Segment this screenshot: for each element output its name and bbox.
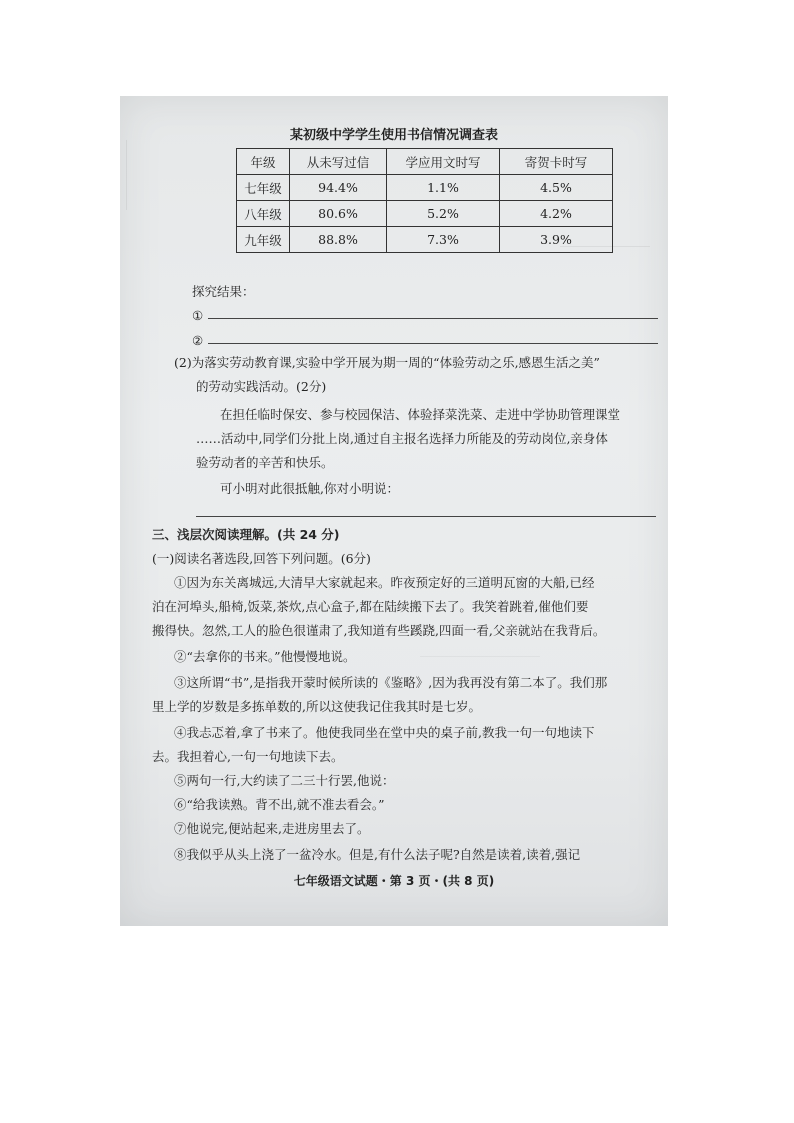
material-line-1: 在担任临时保安、参与校园保洁、体验择菜洗菜、走进中学协助管理课堂: [220, 407, 621, 422]
table-cell: 九年级: [237, 227, 290, 253]
question-2-line-2: 的劳动实践活动。(2分): [196, 379, 327, 394]
table-cell: 七年级: [237, 175, 290, 201]
passage-para-4-line-2: 去。我担着心,一句一句地读下去。: [152, 749, 344, 764]
table-cell: 4.2%: [500, 201, 613, 227]
results-label: 探究结果：: [192, 284, 255, 299]
header-cell: 寄贺卡时写: [500, 149, 613, 175]
result-answer-line-1[interactable]: [208, 318, 658, 319]
header-cell: 从未写过信: [290, 149, 387, 175]
question-2-prompt: 可小明对此很抵触,你对小明说：: [220, 481, 399, 496]
bleed-through-mark: [126, 140, 157, 210]
material-line-3: 验劳动者的辛苦和快乐。: [196, 455, 334, 470]
table-cell: 3.9%: [500, 227, 613, 253]
passage-para-3-line-2: 里上学的岁数是多拣单数的,所以这使我记住我其时是七岁。: [152, 699, 481, 714]
bleed-through-mark: [420, 656, 540, 658]
passage-para-7: ⑦他说完,便站起来,走进房里去了。: [174, 821, 370, 836]
table-cell: 5.2%: [387, 201, 500, 227]
passage-para-6: ⑥“给我读熟。背不出,就不准去看会。”: [174, 797, 385, 812]
survey-table: [236, 148, 613, 253]
table-cell: 80.6%: [290, 201, 387, 227]
table-cell: 94.4%: [290, 175, 387, 201]
table-row: [237, 227, 613, 253]
page-footer: 七年级语文试题・第 3 页・(共 8 页): [293, 874, 495, 888]
table-title: 某初级中学学生使用书信情况调查表: [289, 128, 498, 143]
table-cell: 4.5%: [500, 175, 613, 201]
passage-para-4-line-1: ④我忐忑着,拿了书来了。他使我同坐在堂中央的桌子前,教我一句一句地读下: [174, 725, 595, 740]
table-cell: 7.3%: [387, 227, 500, 253]
passage-para-8: ⑧我似乎从头上浇了一盆冷水。但是,有什么法子呢?自然是读着,读着,强记: [174, 847, 581, 862]
table-row: [237, 201, 613, 227]
header-cell: 年级: [237, 149, 290, 175]
passage-para-2: ②“去拿你的书来。”他慢慢地说。: [174, 649, 356, 664]
question-2-line-1: (2)为落实劳动教育课,实验中学开展为期一周的“体验劳动之乐,感恩生活之美”: [174, 355, 600, 370]
table-cell: 1.1%: [387, 175, 500, 201]
result-item-2-marker: ②: [192, 333, 204, 348]
result-item-1-marker: ①: [192, 308, 204, 323]
passage-para-1-line-1: ①因为东关离城远,大清早大家就起来。昨夜预定好的三道明瓦窗的大船,已经: [174, 575, 595, 590]
table-header-row: [237, 149, 613, 175]
table-row: [237, 175, 613, 201]
section-3-heading: 三、浅层次阅读理解。(共 24 分): [152, 527, 340, 542]
passage-para-3-line-1: ③这所谓“书”,是指我开蒙时候所读的《鉴略》,因为我再没有第二本了。我们那: [174, 675, 608, 690]
passage-para-5: ⑤两句一行,大约读了二三十行罢,他说：: [174, 773, 395, 788]
passage-para-1-line-2: 泊在河埠头,船椅,饭菜,茶炊,点心盒子,都在陆续搬下去了。我笑着跳着,催他们要: [152, 599, 589, 614]
result-answer-line-2[interactable]: [208, 343, 658, 344]
question-2-answer-line[interactable]: [196, 516, 656, 517]
passage-para-1-line-3: 搬得快。忽然,工人的脸色很谨肃了,我知道有些蹊跷,四面一看,父亲就站在我背后。: [152, 623, 606, 638]
material-line-2: ……活动中,同学们分批上岗,通过自主报名选择力所能及的劳动岗位,亲身体: [196, 431, 608, 446]
header-cell: 学应用文时写: [387, 149, 500, 175]
table-cell: 八年级: [237, 201, 290, 227]
scanned-exam-page: [120, 96, 668, 926]
section-3-subheading: (一)阅读名著选段,回答下列问题。(6分): [152, 551, 371, 566]
table-cell: 88.8%: [290, 227, 387, 253]
